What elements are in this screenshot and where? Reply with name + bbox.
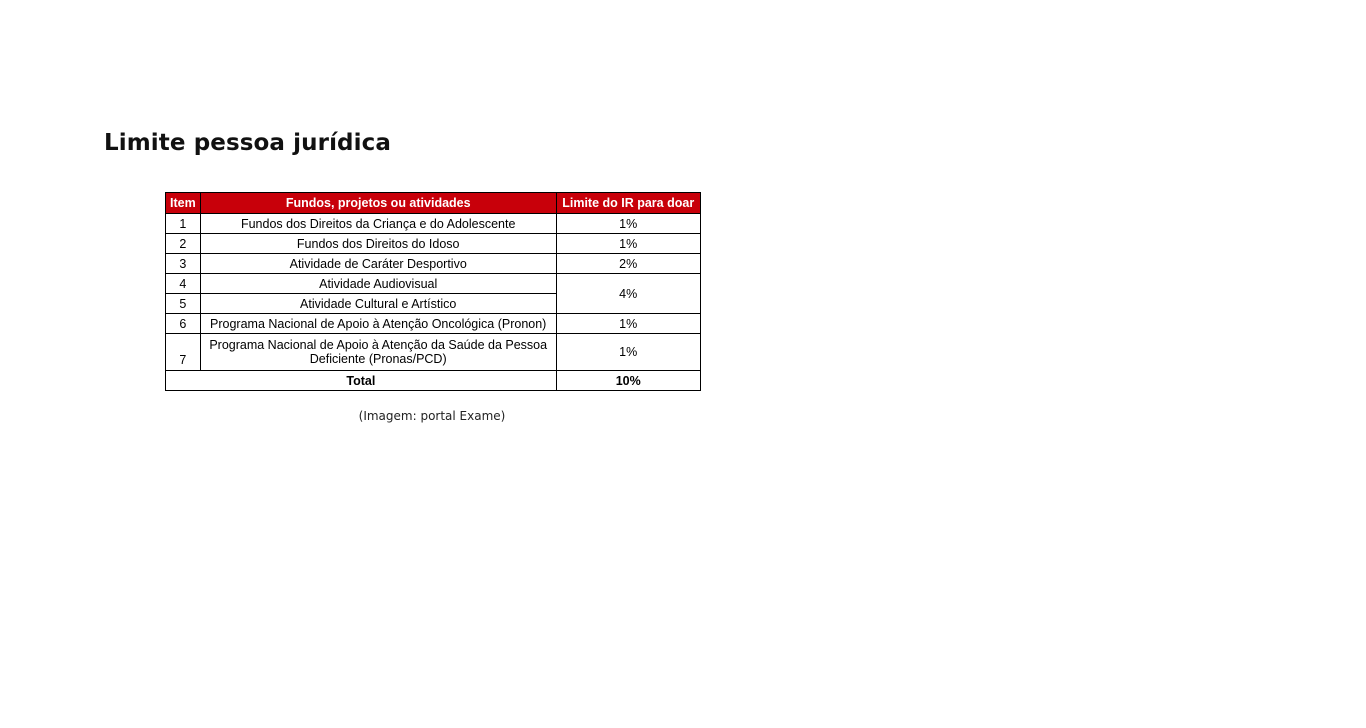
total-label: Total <box>166 371 557 391</box>
table-row <box>166 274 701 294</box>
header-fund: Fundos, projetos ou atividades <box>200 193 556 214</box>
row-item: 3 <box>166 254 201 274</box>
row-limit: 1% <box>556 314 700 334</box>
row-fund: Programa Nacional de Apoio à Atenção da Saúde da Pessoa Deficiente (Pronas/PCD) <box>200 334 556 371</box>
table-row <box>166 314 701 334</box>
header-limit: Limite do IR para doar <box>556 193 700 214</box>
row-limit: 2% <box>556 254 700 274</box>
page-title: Limite pessoa jurídica <box>104 130 391 156</box>
row-item: 7 <box>166 334 201 371</box>
row-limit: 1% <box>556 334 700 371</box>
donation-limits-table <box>165 192 701 391</box>
image-caption: (Imagem: portal Exame) <box>358 409 506 423</box>
row-fund: Atividade Cultural e Artístico <box>200 294 556 314</box>
row-limit-merged: 4% <box>556 274 700 314</box>
header-item: Item <box>166 193 201 214</box>
row-item: 6 <box>166 314 201 334</box>
table-total-row <box>166 371 701 391</box>
row-fund: Programa Nacional de Apoio à Atenção Oncológica (Pronon) <box>200 314 556 334</box>
row-limit: 1% <box>556 214 700 234</box>
row-item: 4 <box>166 274 201 294</box>
row-fund: Atividade Audiovisual <box>200 274 556 294</box>
table-row <box>166 254 701 274</box>
row-item: 1 <box>166 214 201 234</box>
row-limit: 1% <box>556 234 700 254</box>
row-item: 5 <box>166 294 201 314</box>
total-value: 10% <box>556 371 700 391</box>
row-item: 2 <box>166 234 201 254</box>
row-fund: Fundos dos Direitos do Idoso <box>200 234 556 254</box>
table-header-row <box>166 193 701 214</box>
table-row <box>166 214 701 234</box>
row-fund: Fundos dos Direitos da Criança e do Adolescente <box>200 214 556 234</box>
row-fund: Atividade de Caráter Desportivo <box>200 254 556 274</box>
table-row <box>166 234 701 254</box>
table-row <box>166 334 701 371</box>
